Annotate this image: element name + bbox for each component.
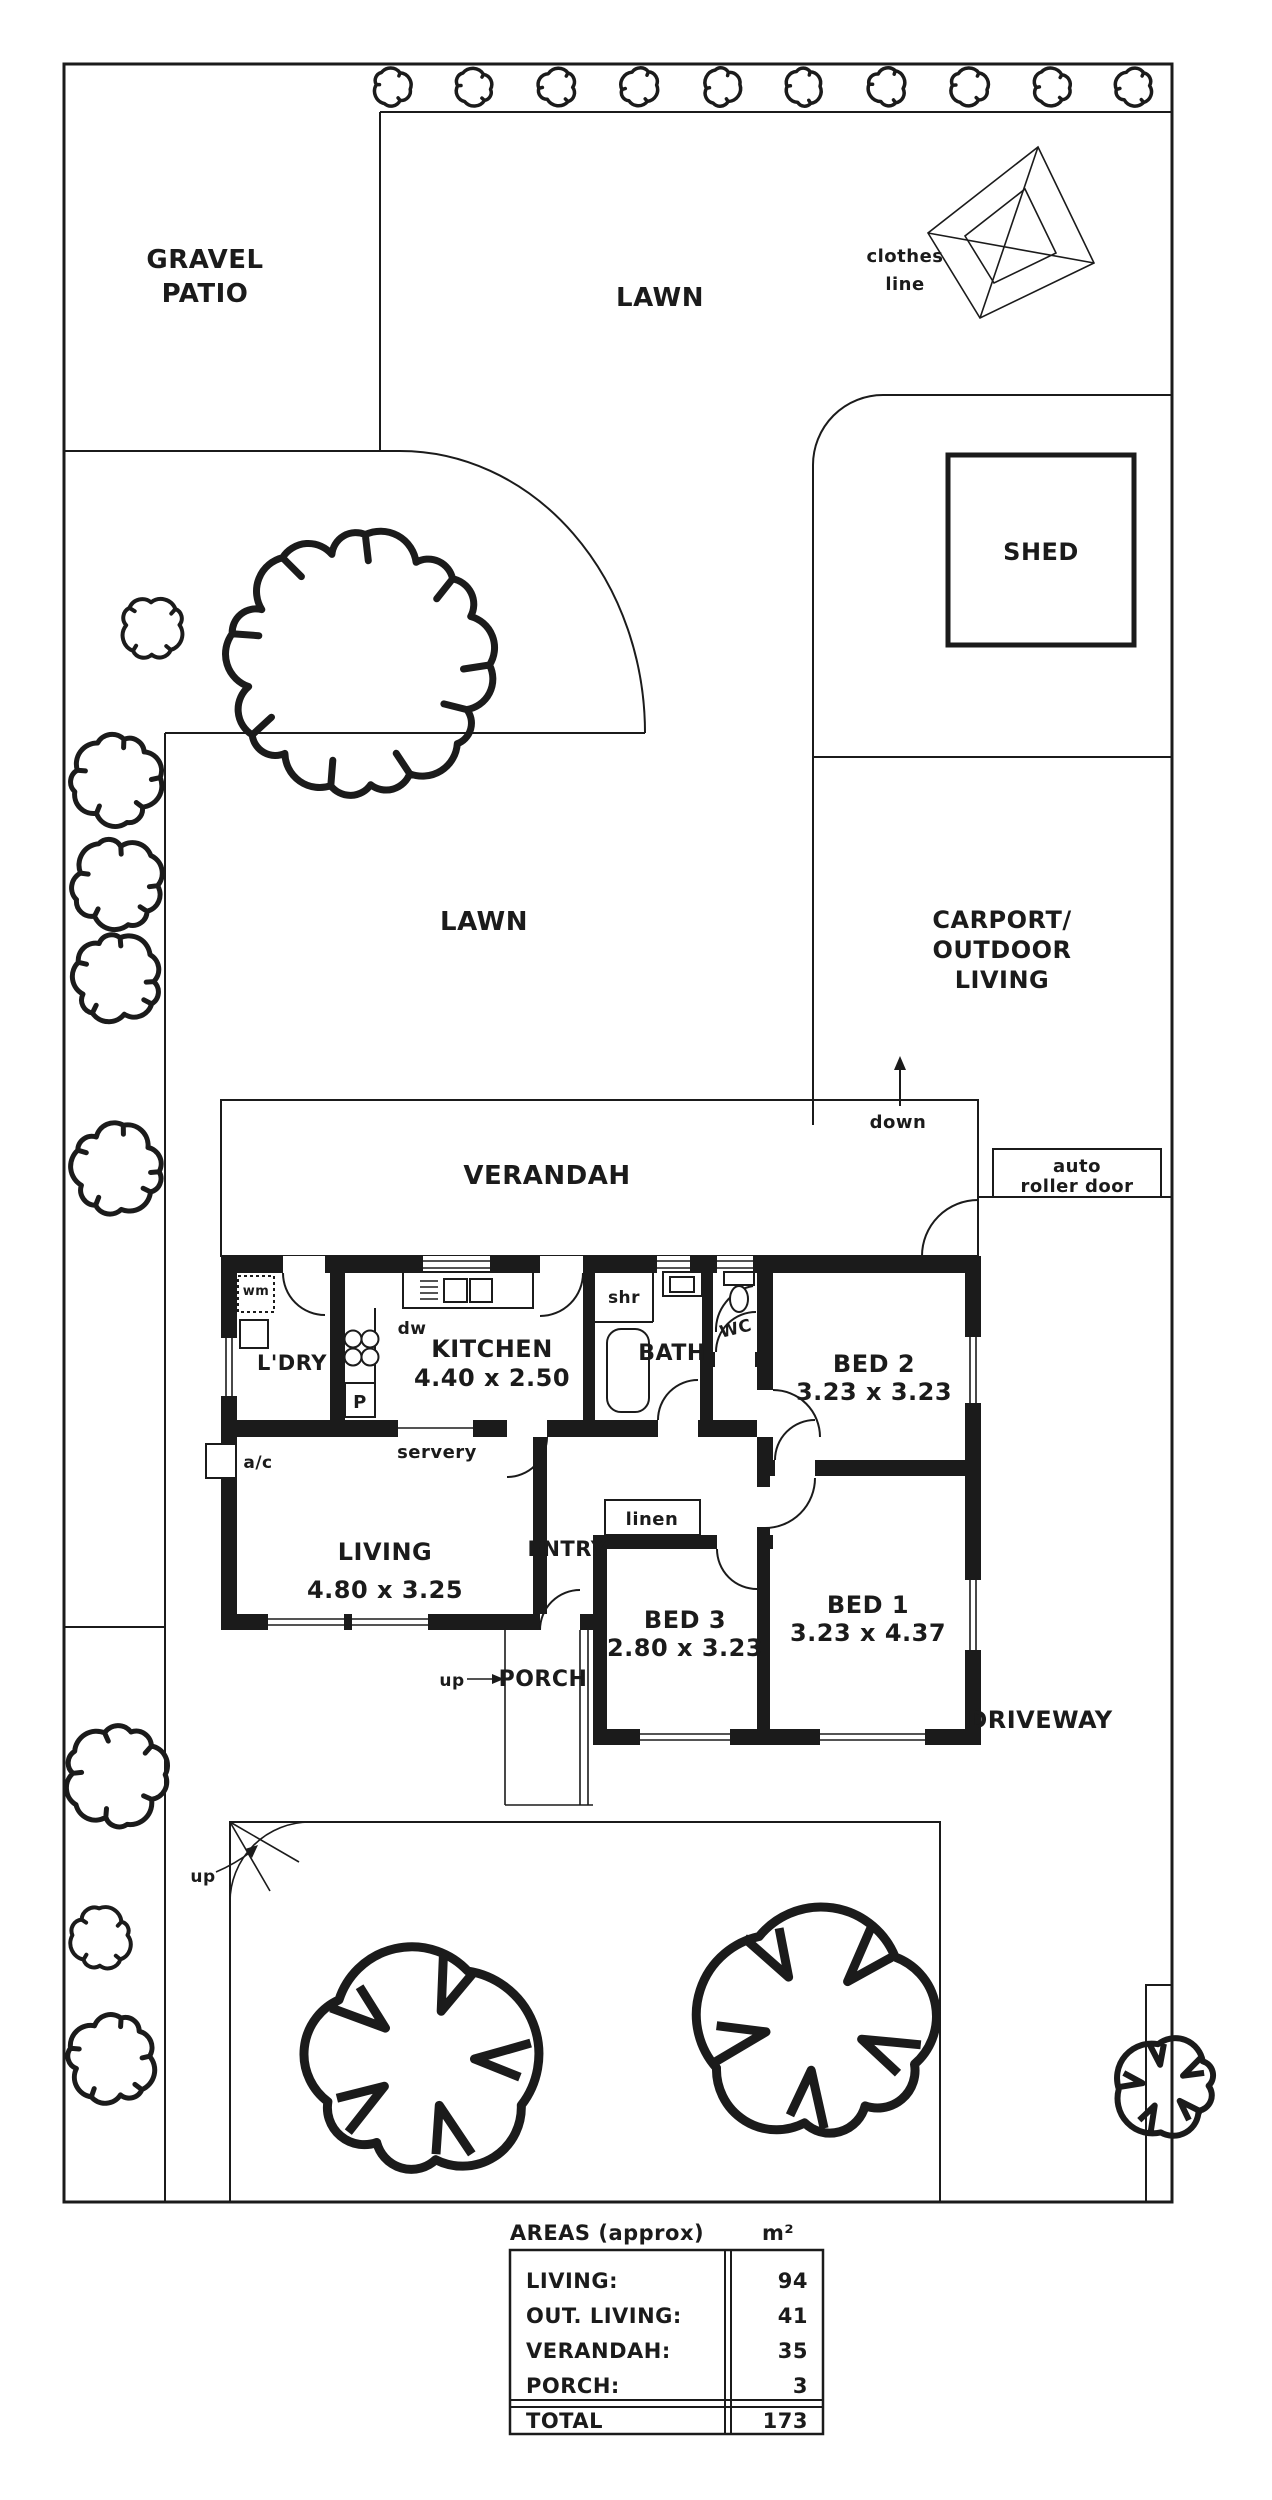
areas-total-label: TOTAL [526,2409,604,2433]
shrub-icon [705,68,741,106]
steps-radial-2 [230,1822,299,1862]
bed3-dims: 2.80 x 3.23 [606,1634,764,1662]
areas-row-value: 3 [792,2374,808,2398]
shrub-icon [951,68,988,106]
bed1-window-opening [820,1729,925,1745]
porch-label: PORCH [498,1667,588,1692]
verandah-label: VERANDAH [463,1161,631,1191]
hall-junction-arc [775,1420,815,1460]
shrub-icon [786,68,821,106]
bed3-window-opening [640,1729,730,1745]
bed1-door-opening [757,1487,770,1527]
gravel-patio-label-2: PATIO [161,279,249,309]
kitchen-window-opening [423,1256,490,1273]
wall-top [221,1256,981,1273]
down-label: down [869,1112,927,1133]
wall-ldry-kitchen [330,1272,345,1421]
wall-kitchen-bath [583,1272,595,1421]
carport-label-3: LIVING [954,966,1050,994]
wall-bed3-top-stub [757,1535,773,1549]
hall-bed1-opening [775,1460,815,1476]
lawn-mid-label: LAWN [440,907,528,937]
toilet-bowl-icon [730,1286,748,1312]
shrub-icon [71,734,162,826]
patio-corner-arc [400,451,645,733]
bed2-label: BED 2 [832,1350,916,1378]
bath-door-opening [658,1420,698,1437]
clothes-line-label-2: line [885,274,925,295]
bed2-window-opening [965,1337,981,1403]
auto-roller-door-label-2: roller door [1020,1176,1134,1197]
shrub-icon [868,68,905,106]
bed1-label: BED 1 [826,1591,910,1619]
ldry-door-arc [283,1273,325,1315]
areas-table-unit: m² [761,2221,795,2245]
toilet-cistern-icon [724,1272,754,1285]
shrub-icon [72,839,163,929]
entry-label: ENTRY [527,1537,607,1561]
shrub-icon [72,935,158,1022]
areas-row-value: 35 [777,2339,808,2363]
areas-row-label: LIVING: [526,2269,618,2293]
bath-door-arc [658,1380,698,1420]
areas-total-value: 173 [762,2409,808,2433]
kitchen-door-arc [540,1273,583,1316]
wc-door-opening [715,1352,755,1367]
cooktop-burner-icon [345,1331,362,1348]
steps-up-arrow [216,1851,252,1872]
down-arrowhead [894,1056,906,1070]
front-door-opening [540,1614,580,1630]
shrub-icon [70,1907,130,1968]
wall-bed3-left [593,1535,607,1745]
steps-radial-1 [230,1822,270,1891]
ldry-label: L'DRY [257,1351,327,1375]
bath-window-opening [657,1256,690,1273]
bed1-dims: 3.23 x 4.37 [789,1619,947,1647]
tree-icon [304,1947,539,2170]
areas-row-value: 94 [777,2269,808,2293]
dw-label: dw [397,1319,427,1339]
areas-row-label: PORCH: [526,2374,620,2398]
tree-icon [696,1907,936,2133]
servery-label: servery [397,1442,477,1463]
tree-icon [226,531,495,795]
driveway-label: DRIVEWAY [967,1706,1113,1734]
wall-hall-stub [700,1367,713,1437]
side-strip-outline [1146,1985,1172,2202]
bath-label: BATH [638,1341,706,1366]
laundry-trough-icon [240,1320,268,1348]
lawn-top-label: LAWN [616,283,704,313]
areas-row-value: 41 [777,2304,808,2328]
wc-window-opening [717,1256,753,1273]
carport-area-group [813,395,1172,1256]
ldry-door-opening [283,1256,325,1273]
clothes-line-label-1: clothes [866,246,944,267]
living-dims: 4.80 x 3.25 [306,1576,464,1604]
carport-gate-arc [922,1200,978,1256]
areas-table-title: AREAS (approx) [509,2221,705,2245]
auto-roller-door-label-1: auto [1053,1156,1101,1177]
vanity-basin-icon [670,1277,694,1292]
shr-label: shr [607,1288,641,1308]
carport-label-1: CARPORT/ [932,906,1072,934]
bed3-door-arc [717,1549,757,1589]
bed1-door-arc [765,1478,815,1528]
kitchen-door-opening [540,1256,583,1273]
tree-icon [1117,2038,1213,2136]
pantry-label: P [353,1392,367,1413]
steps-up-label: up [190,1867,216,1887]
fixtures [206,1272,754,1535]
wall-right [965,1256,981,1745]
living-window-post [344,1614,352,1630]
sink-bowl-1-icon [444,1279,467,1302]
shrub-icon [66,1726,167,1827]
wc-label: WC [717,1315,754,1343]
areas-row-label: OUT. LIVING: [526,2304,682,2328]
porch-group [467,1630,593,1805]
sink-bowl-2-icon [470,1279,492,1302]
shrub-icon [538,68,574,106]
ac-label: a/c [243,1453,273,1473]
areas-table-rows [526,2269,808,2433]
bed2-door-opening [757,1390,773,1437]
cooktop-burner-icon [362,1349,379,1366]
bed3-label: BED 3 [643,1606,727,1634]
kitchen-dims: 4.40 x 2.50 [413,1364,571,1392]
linen-label: linen [625,1509,679,1530]
shrub-icon [375,68,412,106]
areas-row-label: VERANDAH: [526,2339,671,2363]
shed-label: SHED [1003,538,1079,566]
labels [146,245,1133,1887]
ldry-window-opening [221,1338,237,1396]
shrub-icon [621,68,658,106]
shrub-icon [456,68,492,106]
bed1-side-window-opening [965,1580,981,1650]
wall-bed3-top [593,1535,717,1549]
bed2-dims: 3.23 x 3.23 [795,1378,953,1406]
shrub-icon [1115,68,1151,106]
hall-door-opening [507,1420,547,1437]
shrub-icon [1034,68,1070,106]
house-walls [221,1256,981,1745]
shrub-icon [68,2015,155,2104]
areas-table [510,2221,823,2434]
cooktop-burner-icon [345,1349,362,1366]
shrub-icon [123,599,183,658]
ac-unit-icon [206,1444,236,1478]
clothesline-icon [928,147,1094,318]
wm-label: wm [242,1284,270,1299]
shrub-icon [71,1123,162,1214]
carport-outline [813,395,1172,1125]
porch-up-label: up [439,1671,465,1691]
carport-label-2: OUTDOOR [932,936,1072,964]
cooktop-burner-icon [362,1331,379,1348]
verandah-group [221,1056,978,1256]
living-label: LIVING [337,1538,433,1566]
kitchen-label: KITCHEN [431,1335,553,1363]
wall-bed2-left [757,1272,773,1476]
vegetation [66,68,1213,2170]
gravel-patio-label-1: GRAVEL [146,245,264,275]
